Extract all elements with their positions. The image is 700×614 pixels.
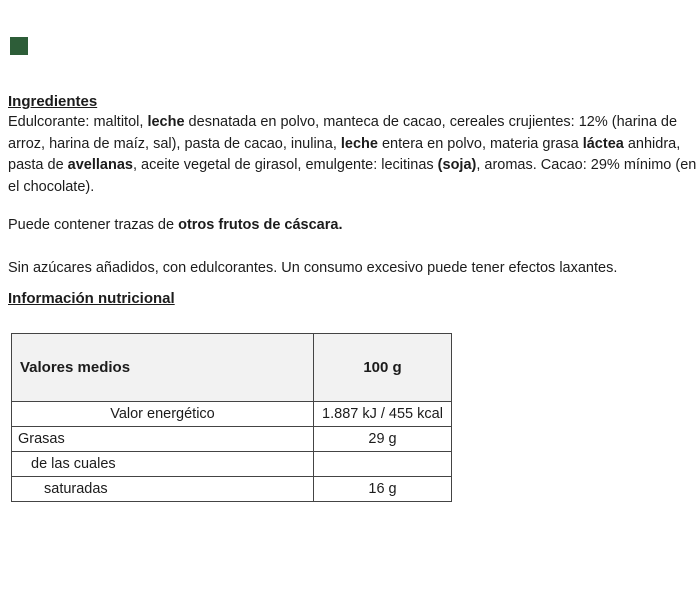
table-header-row [12,334,452,402]
row-value: 29 g [314,427,452,452]
row-label: de las cuales [12,452,314,477]
row-label: Grasas [12,427,314,452]
table-row [12,402,452,427]
table-row [12,427,452,452]
row-value: 1.887 kJ / 455 kcal [314,402,452,427]
row-value: 16 g [314,477,452,502]
traces-warning-text: Puede contener trazas de otros frutos de cáscara. [8,217,343,233]
green-square-mark-icon [10,37,28,55]
ingredients-text: Edulcorante: maltitol, leche desnatada en polvo, manteca de cacao, cereales crujientes: 12% (harina de arroz, harina de maíz, sal), pasta de cacao, inulina, leche entera en polvo, materia grasa láctea anhidra, pasta de avellanas, aceite vegetal de girasol, emulgente: lecitinas (soja), aromas. Cacao: 29% mínimo (en el chocolate). [8,114,697,195]
nutrition-table-body [12,402,452,502]
row-value [314,452,452,477]
sweeteners-note-text: Sin azúcares añadidos, con edulcorantes. Un consumo excesivo puede tener efectos laxantes. [8,260,618,276]
table-row [12,477,452,502]
row-label: saturadas [12,477,314,502]
table-row [12,452,452,477]
row-label: Valor energético [12,402,314,427]
nutrition-heading: Información nutricional [8,290,175,307]
ingredients-heading: Ingredientes [8,93,98,110]
table-header-value: 100 g [314,334,452,402]
table-header-label: Valores medios [12,334,314,402]
nutrition-table [11,333,452,502]
